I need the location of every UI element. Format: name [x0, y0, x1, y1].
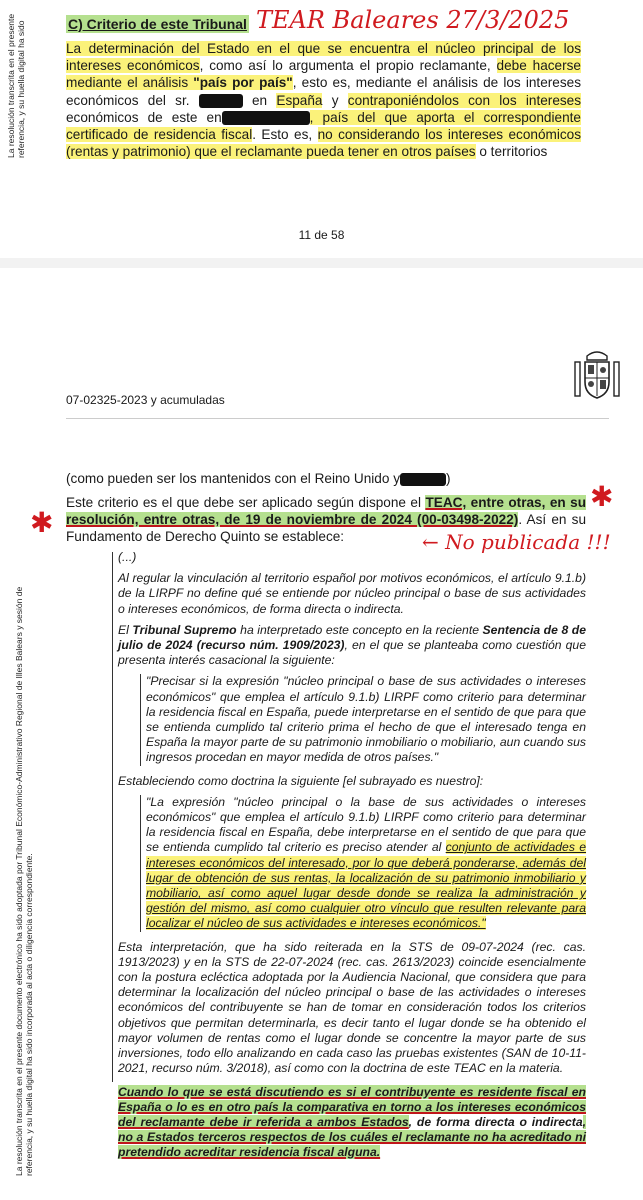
section-heading [66, 16, 249, 32]
paragraph-criterio [66, 40, 581, 160]
text-run: ) [446, 471, 451, 486]
handwritten-note: ← No publicada !!! [422, 530, 611, 554]
side-note-line: referencia, y su huella digital ha sido [16, 20, 26, 158]
text-run: , esto es, mediante el análisis de los intereses [292, 75, 582, 91]
text-run: TEAC [425, 495, 463, 510]
side-note-line: La resolución transcrita en el presente documento electrónico ha sido adoptada por Tribunal Económico-Administrativo Regional de Illes Balears y sesión de [14, 586, 24, 1176]
divider [66, 418, 609, 419]
text-run: no considerando los intereses económicos [317, 127, 581, 143]
page-number: 11 de 58 [298, 228, 345, 242]
text-run: "La expresión "núcleo principal o la base de sus actividades o intereses económicos" que emplea el artículo 9.1.b) LIRPF como criterio para determinar la residencia fiscal en España, debe interpretarse en el sentido de que para que se entienda cumplido tal criterio es preciso atender al [146, 794, 586, 855]
text-run: y [331, 92, 339, 108]
text-run: , en el que se planteaba como cuestión que presenta interés casacional la siguiente: [118, 638, 586, 668]
text-run: certificado de residencia fiscal [66, 127, 253, 143]
quote-paragraph [118, 1085, 586, 1161]
text-run: , país del que aporta el correspondiente [309, 109, 581, 125]
text-run: económicos del sr. [66, 92, 190, 108]
text-run: . Esto es, [252, 127, 318, 143]
quote-block [118, 550, 586, 1161]
text-run: Fundamento de Derecho Quinto se establece: [66, 529, 345, 545]
text-run: . Así en su [518, 512, 586, 528]
nested-quote [118, 795, 586, 932]
text-run: , no a Estados terceros respectos de los cuáles el reclamante no ha acreditado ni pretendido acreditar residencia fiscal alguna. [118, 1114, 586, 1160]
quote-bar [112, 552, 113, 1082]
asterisk-mark-icon: ✱ [590, 480, 614, 513]
text-run: o territorios [475, 144, 548, 160]
quote-paragraph [146, 795, 586, 932]
text-run: , de forma directa o indirecta [408, 1114, 583, 1129]
quote-paragraph [118, 623, 586, 669]
text-run: intereses económicos [66, 58, 200, 74]
paragraph-text [66, 470, 586, 487]
quote-paragraph: Al regular la vinculación al territorio español por motivos económicos, el artículo 9.1.b) de la LIRPF no define qué se entiende por núcleo principal o base de sus actividades o intereses económicos, de forma directa o indirecta. [118, 571, 586, 616]
coat-of-arms-icon [572, 348, 622, 404]
page-12 [0, 268, 643, 1200]
document-reference: 07-02325-2023 y acumuladas [66, 393, 225, 407]
paragraph-intro [66, 470, 586, 487]
text-run: debe hacerse [496, 58, 581, 74]
text-run: Tribunal Supremo [132, 622, 237, 637]
quote-bar [140, 795, 141, 932]
text-run: , entre otras, en su [462, 495, 586, 510]
text-run: La determinación del Estado en el que se encuentra el núcleo principal de los [66, 41, 581, 56]
section-heading-text: C) Criterio de este Tribunal [68, 16, 247, 32]
page-11 [0, 0, 643, 260]
text-run: mediante el análisis [66, 75, 194, 91]
handwritten-annotation: TEAR Baleares 27/3/2025 [256, 6, 570, 34]
text-run: (como pueden ser los mantenidos con el Reino Unido y [66, 471, 400, 486]
text-run: que el reclamante pueda tener en otros países [190, 144, 476, 160]
text-run: Cuando lo que se está discutiendo es si el contribuyente es residente fiscal en España o lo es en otro país la comparativa en torno a los intereses económicos del reclamante debe ir referida a ambos Estados [118, 1084, 586, 1129]
text-run: El [118, 622, 133, 637]
text-run: ha interpretado este concepto en la reciente [236, 622, 483, 637]
redaction [199, 94, 243, 108]
quote-ellipsis: (...) [118, 550, 137, 564]
text-run: Sentencia de 8 de julio de 2024 (recurso núm. 1909/2023) [118, 622, 586, 653]
quote-paragraph: "Precisar si la expresión "núcleo principal o base de sus actividades o intereses económicos" que emplea el artículo 9.1.b) LIRPF como criterio para determinar la residencia fiscal en España, puede interpretarse en el sentido de que para que se entienda cumplido tal criterio prima el hecho de que el interesado tenga en España la mayor parte de su patrimonio inmobiliario o mobiliario, aun cuando sus ingresos procedan en mayor medida de otros países." [146, 674, 586, 765]
text-run: España [276, 92, 323, 108]
quote-paragraph: Esta interpretación, que ha sido reiterada en la STS de 09-07-2024 (rec. cas. 1913/2023) y en la STS de 22-07-2024 (rec. cas. 2613/2023) coincide esencialmente con la postura ecléctica adoptada por la Audiencia Nacional, que considera que para determinar la localización del núcleo principal o base de las actividades o intereses económicos del contribuyente se han de tomar en consideración todos los criterios objetivos que permitan determinarla, es decir tanto el lugar donde se ha obtenido el mayor volumen de rentas como el lugar donde se concentre la mayor parte de sus inversiones, todo ello analizando en cada caso las pruebas existentes (SAN de 10-11-2021, recurso núm. 3/2018), así como con la doctrina de este TEAC en la materia. [118, 939, 586, 1076]
side-note [6, 8, 26, 158]
text-run: "país por país" [193, 75, 293, 91]
paragraph-text [66, 40, 581, 160]
text-run: resolución, entre otras, de 19 de noviembre de 2024 (00-03498-2022) [66, 512, 519, 528]
quote-bar [140, 674, 141, 765]
text-run: en [252, 92, 268, 108]
text-run: Este criterio es el que debe ser aplicado según dispone el [66, 495, 426, 510]
redaction [222, 111, 310, 125]
side-note-line: referencia, y su huella digital ha sido incorporada al acta o diligencia correspondiente. [24, 853, 34, 1176]
text-run: contraponiéndolos con los intereses [347, 92, 582, 108]
side-note-line: La resolución transcrita en el presente [6, 13, 16, 158]
nested-quote [118, 674, 586, 765]
text-run: , como así lo argumenta el propio reclamante, [199, 58, 497, 74]
quote-paragraph: Estableciendo como doctrina la siguiente [el subrayado es nuestro]: [118, 773, 484, 788]
redaction [400, 473, 446, 486]
asterisk-mark-icon: ✱ [30, 506, 54, 539]
text-run: (rentas y patrimonio) [66, 144, 191, 160]
side-note [14, 516, 34, 1176]
text-run: conjunto de actividades e intereses económicos del interesado, por lo que deberá ponderarse, además del lugar de obtención de sus rentas, la localización de su patrimonio inmobiliario y mobiliario, así como aquel lugar desde donde se realiza la administración y gestión del mismo, así como cualquier otro vínculo que resulten relevante para localizar el núcleo de sus actividades e intereses económicos." [146, 840, 587, 931]
text-run: económicos de este en [66, 109, 222, 125]
